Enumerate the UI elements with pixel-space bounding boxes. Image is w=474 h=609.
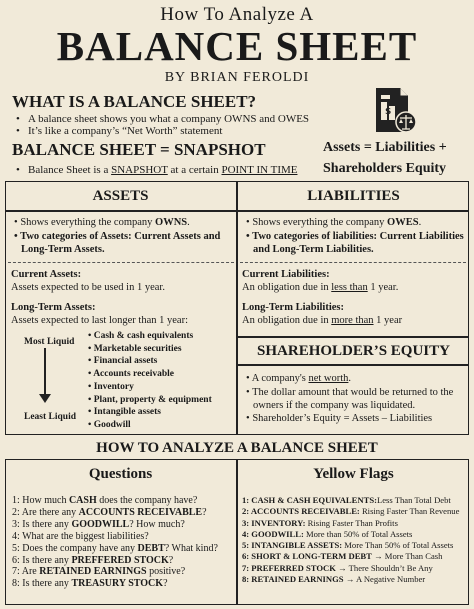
liabilities-bullet-2: • Two categories of liabilities: Current Liabilities xyxy=(246,231,464,242)
current-assets-label: Current Assets: xyxy=(11,269,82,280)
list-item: 2: Are there any ACCOUNTS RECEIVABLE? xyxy=(12,506,207,518)
liabilities-bullet-2-cont: and Long-Term Liabilities. xyxy=(253,244,374,255)
yellow-flags-list xyxy=(242,495,459,585)
main-title: BALANCE SHEET xyxy=(56,23,418,69)
equity-bullet-2: • The dollar amount that would be returned to the xyxy=(246,387,454,398)
grid-header-rule xyxy=(5,210,469,212)
list-item: 1: CASH & CASH EQUIVALENTS:Less Than Total Debt xyxy=(242,495,451,505)
list-item: 4: GOODWILL: More than 50% of Total Assets xyxy=(242,528,413,539)
list-item: 7: Are RETAINED EARNINGS positive? xyxy=(12,566,186,578)
list-item: 3: Is there any GOODWILL? How much? xyxy=(12,518,185,530)
asset-list xyxy=(88,330,212,432)
yellow-flags-heading: Yellow Flags xyxy=(313,466,394,482)
longterm-assets-desc: Assets expected to last longer than 1 year: xyxy=(11,315,188,326)
questions-list xyxy=(12,495,218,590)
longterm-assets-label: Long-Term Assets: xyxy=(11,302,96,313)
list-item: 8: Is there any TREASURY STOCK? xyxy=(12,578,168,590)
list-item: • Financial assets xyxy=(88,356,158,367)
least-liquid-label: Least Liquid xyxy=(24,412,77,422)
list-item: 5: INTANGIBLE ASSETS: More Than 50% of Total Assets xyxy=(242,540,454,551)
current-liabilities-desc: An obligation due in less than 1 year. xyxy=(242,282,399,293)
list-item: • Inventory xyxy=(88,381,134,392)
analyze-heading: HOW TO ANALYZE A BALANCE SHEET xyxy=(96,440,378,456)
list-item: 4: What are the biggest liabilities? xyxy=(12,530,149,542)
current-assets-desc: Assets expected to be used in 1 year. xyxy=(11,282,165,293)
equity-bullet-1: • A company's net worth. xyxy=(246,373,352,384)
list-item: • Cash & cash equivalents xyxy=(88,331,194,341)
equation-line-2: Shareholders Equity xyxy=(323,161,447,176)
what-is-bullet-2: • It’s like a company’s “Net Worth” statement xyxy=(16,125,223,137)
what-is-bullet-1: • A balance sheet shows you what a company OWNS and OWES xyxy=(16,113,310,125)
down-arrow-icon xyxy=(39,394,51,403)
equity-bullet-3: • Shareholder’s Equity = Assets – Liabilities xyxy=(246,413,433,424)
list-item: 2: ACCOUNTS RECEIVABLE: Rising Faster Than Revenue xyxy=(242,506,460,517)
equity-bullet-2-cont: owners if the company was liquidated. xyxy=(253,400,416,411)
assets-bullet-1: • Shows everything the company OWNS. xyxy=(14,217,190,228)
top-title: How To Analyze A xyxy=(160,4,314,25)
list-item: 5: Does the company have any DEBT? What kind? xyxy=(12,542,218,554)
longterm-liabilities-desc: An obligation due in more than 1 year xyxy=(242,315,403,326)
assets-heading: ASSETS xyxy=(92,188,149,204)
list-item: • Accounts receivable xyxy=(88,369,175,380)
liabilities-bullet-1: • Shows everything the company OWES. xyxy=(246,217,422,228)
list-item: 6: Is there any PREFFERED STOCK? xyxy=(12,554,174,566)
equity-heading: SHAREHOLDER’S EQUITY xyxy=(257,343,450,359)
longterm-liabilities-label: Long-Term Liabilities: xyxy=(242,302,344,313)
list-item: • Marketable securities xyxy=(88,343,182,354)
liquidity-arrow-shaft xyxy=(44,348,46,396)
equation-line-1: Assets = Liabilities + xyxy=(323,140,447,155)
list-item: 7: PREFERRED STOCK → There Shouldn’t Be Any xyxy=(242,562,433,573)
snapshot-heading: BALANCE SHEET = SNAPSHOT xyxy=(12,140,266,159)
snapshot-bullet: • Balance Sheet is a SNAPSHOT at a certain POINT IN TIME xyxy=(16,164,298,176)
assets-dashed-rule xyxy=(8,262,234,263)
assets-bullet-2-cont: Long-Term Assets. xyxy=(21,244,105,255)
list-item: • Goodwill xyxy=(88,419,131,430)
equity-header-rule xyxy=(236,364,469,366)
byline: BY BRIAN FEROLDI xyxy=(164,70,310,85)
list-item: 8: RETAINED EARNINGS → A Negative Number xyxy=(242,574,426,585)
list-item: 1: How much CASH does the company have? xyxy=(12,495,198,506)
list-item: • Intangible assets xyxy=(88,407,162,418)
grid-divider xyxy=(236,181,238,435)
svg-text:$: $ xyxy=(385,107,392,117)
liabilities-heading: LIABILITIES xyxy=(307,188,400,204)
balance-equation xyxy=(323,137,473,179)
questions-heading: Questions xyxy=(88,466,153,482)
what-is-heading: WHAT IS A BALANCE SHEET? xyxy=(12,92,257,111)
most-liquid-label: Most Liquid xyxy=(24,337,75,347)
liabilities-dashed-rule xyxy=(240,262,466,263)
list-item: 6: SHORT & LONG-TERM DEBT → More Than Cash xyxy=(242,551,443,562)
list-item: • Plant, property & equipment xyxy=(88,394,212,405)
equity-top-rule xyxy=(236,336,469,338)
assets-bullet-2: • Two categories of Assets: Current Assets and xyxy=(14,231,221,242)
list-item: 3: INVENTORY: Rising Faster Than Profits xyxy=(242,517,398,528)
balance-sheet-document-icon xyxy=(370,86,418,134)
current-liabilities-label: Current Liabilities: xyxy=(242,269,330,280)
